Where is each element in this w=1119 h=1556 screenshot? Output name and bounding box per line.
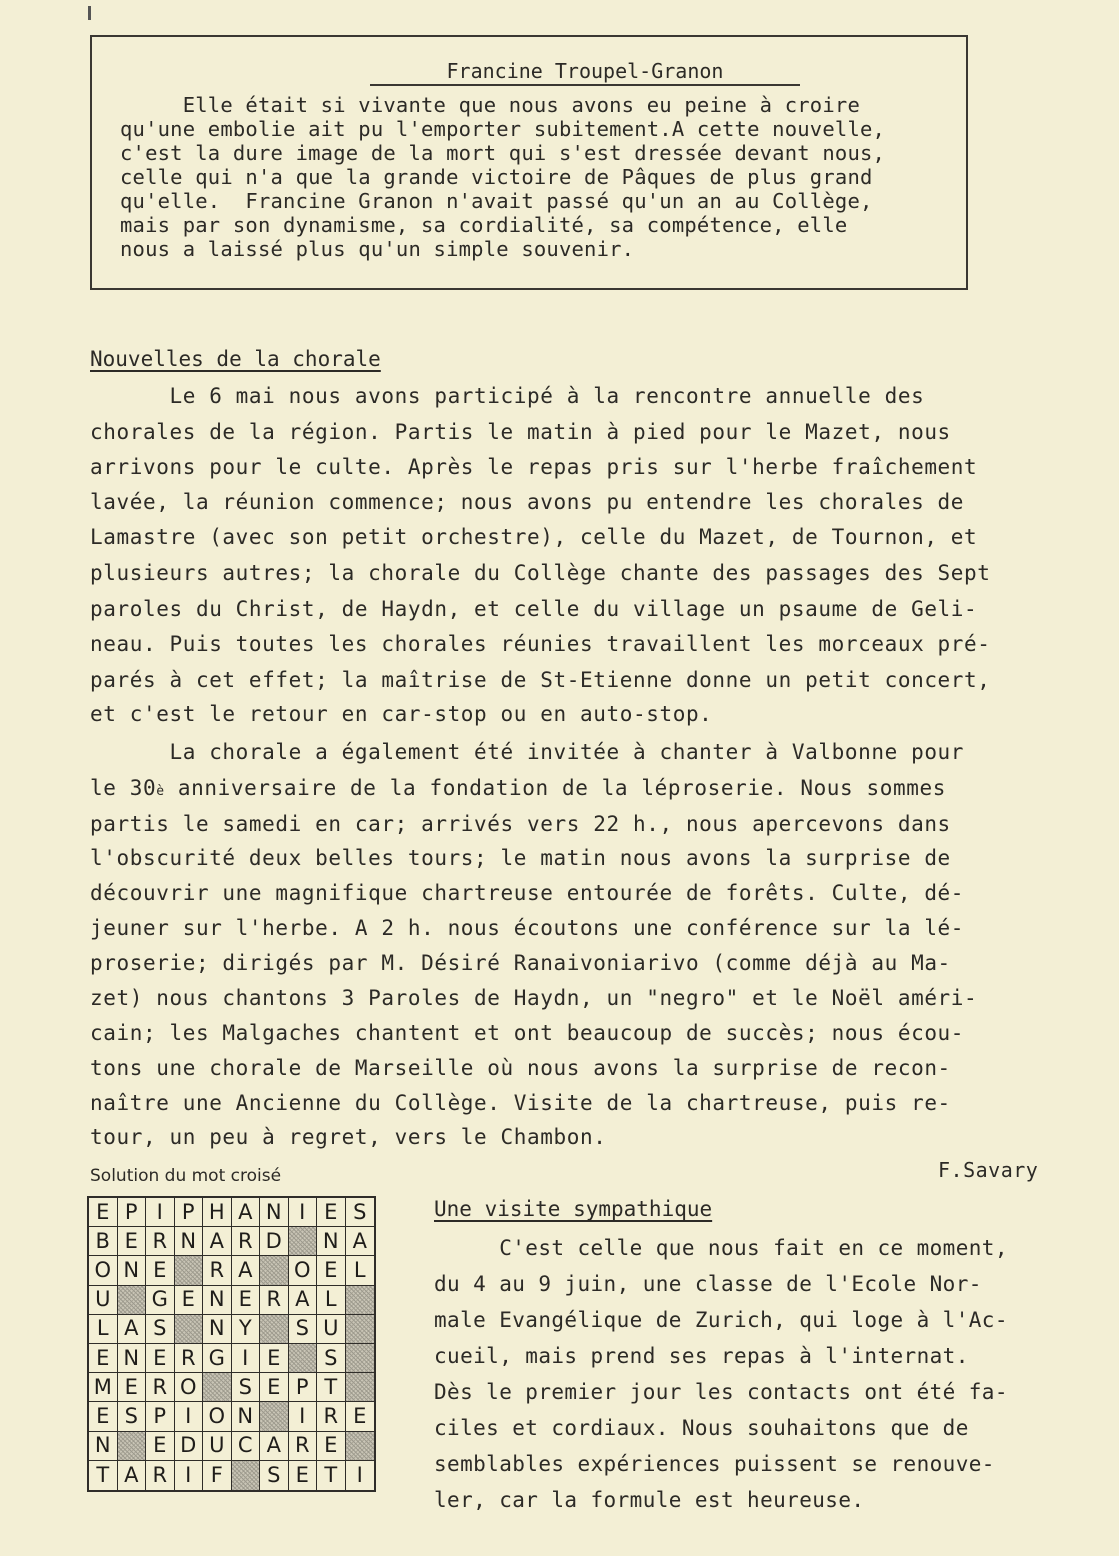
chorale-line: jeuner sur l'herbe. A 2 h. nous écoutons une conférence sur la lé- [90,916,965,940]
crossword-cell: E [260,1373,289,1402]
chorale-line: neau. Puis toutes les chorales réunies travaillent les morceaux pré- [90,632,991,656]
chorale-line: l'obscurité deux belles tours; le matin nous avons la surprise de [90,846,951,870]
crossword-cell: E [146,1256,175,1285]
visite-line: ciles et cordiaux. Nous souhaitons que de [434,1416,969,1440]
crossword-cell: U [317,1315,346,1344]
chorale-line: découvrir une magnifique chartreuse entourée de forêts. Culte, dé- [90,881,965,905]
crossword-cell: N [203,1315,232,1344]
obituary-line: c'est la dure image de la mort qui s'est dressée devant nous, [120,141,886,165]
crossword-cell: A [346,1227,375,1256]
crossword-black-cell [203,1373,232,1402]
chorale-line: naître une Ancienne du Collège. Visite de la chartreuse, puis re- [90,1091,951,1115]
crossword-cell: E [317,1256,346,1285]
crossword-cell: P [175,1198,204,1227]
chorale-line: tour, un peu à regret, vers le Chambon. [90,1125,607,1149]
crossword-cell: L [317,1286,346,1315]
crossword-cell: N [118,1344,147,1373]
crossword-cell: E [89,1344,118,1373]
obituary-line: mais par son dynamisme, sa cordialité, sa compétence, elle [120,213,848,237]
crossword-cell: F [203,1461,232,1490]
crossword-cell: R [146,1373,175,1402]
chorale-line: et c'est le retour en car-stop ou en auto-stop. [90,702,713,726]
visite-line: ler, car la formule est heureuse. [434,1488,865,1512]
crossword-cell: E [175,1286,204,1315]
obituary-line: qu'elle. Francine Granon n'avait passé qu'un an au Collège, [120,189,873,213]
crossword-cell: I [175,1461,204,1490]
crossword-cell: E [146,1432,175,1461]
chorale-line: Le 6 mai nous avons participé à la rencontre annuelle des [90,384,925,408]
crossword-cell: Y [232,1315,261,1344]
chorale-line: paroles du Christ, de Haydn, et celle du village un psaume de Geli- [90,597,978,621]
crossword-black-cell [289,1344,318,1373]
margin-mark [88,6,91,20]
crossword-cell: R [203,1256,232,1285]
crossword-black-cell [232,1461,261,1490]
visite-line: Dès le premier jour les contacts ont été fa- [434,1380,1008,1404]
chorale-line: parés à cet effet; la maîtrise de St-Etienne donne un petit concert, [90,668,991,692]
visite-line: cueil, mais prend ses repas à l'internat. [434,1344,969,1368]
crossword-cell: R [146,1227,175,1256]
crossword-cell: T [89,1461,118,1490]
obituary-title: Francine Troupel-Granon [370,58,800,86]
crossword-cell: O [175,1373,204,1402]
obituary-line: celle qui n'a que la grande victoire de Pâques de plus grand [120,165,873,189]
crossword-cell: E [346,1402,375,1431]
visite-line: semblables expériences puissent se renouve- [434,1452,995,1476]
crossword-cell: M [89,1373,118,1402]
crossword-cell: S [260,1461,289,1490]
crossword-cell: I [289,1198,318,1227]
crossword-cell: H [203,1198,232,1227]
crossword-cell: G [146,1286,175,1315]
obituary-line: qu'une embolie ait pu l'emporter subitement.A cette nouvelle, [120,117,886,141]
chorale-line: cain; les Malgaches chantent et ont beaucoup de succès; nous écou- [90,1021,965,1045]
crossword-black-cell [118,1432,147,1461]
crossword-cell: A [203,1227,232,1256]
crossword-cell: S [118,1402,147,1431]
obituary-line: Elle était si vivante que nous avons eu peine à croire [120,93,860,117]
crossword-cell: O [89,1256,118,1285]
crossword-cell: A [260,1432,289,1461]
chorale-line: tons une chorale de Marseille où nous avons la surprise de recon- [90,1056,951,1080]
crossword-cell: R [260,1286,289,1315]
crossword-cell: P [289,1373,318,1402]
crossword-black-cell [118,1286,147,1315]
chorale-line: lavée, la réunion commence; nous avons pu entendre les chorales de [90,490,965,514]
visite-heading: Une visite sympathique [434,1197,713,1221]
crossword-black-cell [260,1402,289,1431]
crossword-black-cell [346,1432,375,1461]
crossword-black-cell [289,1227,318,1256]
crossword-cell: I [175,1402,204,1431]
crossword-cell: G [203,1344,232,1373]
chorale-line: La chorale a également été invitée à chanter à Valbonne pour [90,740,965,764]
crossword-cell: I [146,1198,175,1227]
crossword-cell: A [118,1461,147,1490]
crossword-cell: E [89,1198,118,1227]
signature: F.Savary [938,1158,1039,1182]
crossword-cell: U [203,1432,232,1461]
superscript: è [156,784,165,799]
crossword-cell: S [146,1315,175,1344]
crossword-cell: P [146,1402,175,1431]
chorale-heading: Nouvelles de la chorale [90,347,381,371]
crossword-black-cell [346,1373,375,1402]
crossword-cell: E [146,1344,175,1373]
crossword-cell: U [89,1286,118,1315]
crossword-cell: R [146,1461,175,1490]
crossword-cell: S [232,1373,261,1402]
crossword-cell: I [232,1344,261,1373]
obituary-text [120,93,1010,261]
crossword-cell: S [346,1198,375,1227]
visite-line: male Evangélique de Zurich, qui loge à l'Ac- [434,1308,1008,1332]
chorale-line: chorales de la région. Partis le matin à pied pour le Mazet, nous [90,420,951,444]
crossword-cell: O [203,1402,232,1431]
visite-line: C'est celle que nous fait en ce moment, [434,1236,1008,1260]
crossword-black-cell [346,1286,375,1315]
crossword-cell: N [203,1286,232,1315]
crossword-cell: A [118,1315,147,1344]
crossword-cell: T [317,1461,346,1490]
chorale-line: partis le samedi en car; arrivés vers 22 h., nous apercevons dans [90,812,951,836]
crossword-cell: E [232,1286,261,1315]
crossword-cell: E [260,1344,289,1373]
crossword-cell: A [232,1198,261,1227]
crossword-cell: E [317,1198,346,1227]
chorale-line: proserie; dirigés par M. Désiré Ranaivoniarivo (comme déjà au Ma- [90,951,951,975]
crossword-cell: D [175,1432,204,1461]
chorale-line: Lamastre (avec son petit orchestre), celle du Mazet, de Tournon, et [90,525,978,549]
crossword-cell: R [289,1432,318,1461]
crossword-cell: S [317,1344,346,1373]
chorale-line-rest: anniversaire de la fondation de la léproserie. Nous sommes [164,776,946,800]
crossword-cell: N [260,1198,289,1227]
crossword-cell: E [118,1373,147,1402]
crossword-grid [87,1196,376,1492]
crossword-cell: B [89,1227,118,1256]
obituary-line: nous a laissé plus qu'un simple souvenir. [120,237,635,261]
crossword-cell: R [175,1344,204,1373]
crossword-black-cell [346,1344,375,1373]
crossword-cell: A [232,1256,261,1285]
crossword-cell: S [289,1315,318,1344]
crossword-cell: L [346,1256,375,1285]
crossword-cell: N [118,1256,147,1285]
crossword-cell: L [89,1315,118,1344]
crossword-black-cell [260,1256,289,1285]
chorale-line: arrivons pour le culte. Après le repas pris sur l'herbe fraîchement [90,455,978,479]
crossword-black-cell [175,1315,204,1344]
crossword-cell: I [356,1462,363,1487]
crossword-cell: O [289,1256,318,1285]
crossword-cell: E [118,1227,147,1256]
crossword-cell: C [232,1432,261,1461]
crossword-caption: Solution du mot croisé [90,1166,282,1186]
chorale-line [90,776,946,800]
crossword-cell: N [317,1227,346,1256]
chorale-line: zet) nous chantons 3 Paroles de Haydn, un "negro" et le Noël améri- [90,986,978,1010]
crossword-cell: A [289,1286,318,1315]
crossword-cell: R [317,1402,346,1431]
crossword-cell: N [232,1402,261,1431]
crossword-cell: N [175,1227,204,1256]
crossword-black-cell [260,1315,289,1344]
crossword-cell: D [260,1227,289,1256]
visite-line: du 4 au 9 juin, une classe de l'Ecole Nor- [434,1272,982,1296]
crossword-cell: I [289,1402,318,1431]
crossword-cell: R [232,1227,261,1256]
crossword-cell: P [118,1198,147,1227]
crossword-cell: E [289,1461,318,1490]
chorale-line-start: le 30 [90,776,157,800]
chorale-line: plusieurs autres; la chorale du Collège chante des passages des Sept [90,561,991,585]
crossword-cell: T [317,1373,346,1402]
crossword-cell: E [317,1432,346,1461]
crossword-black-cell [175,1256,204,1285]
crossword-black-cell [346,1315,375,1344]
crossword-cell: E [89,1402,118,1431]
crossword-cell: N [89,1432,118,1461]
